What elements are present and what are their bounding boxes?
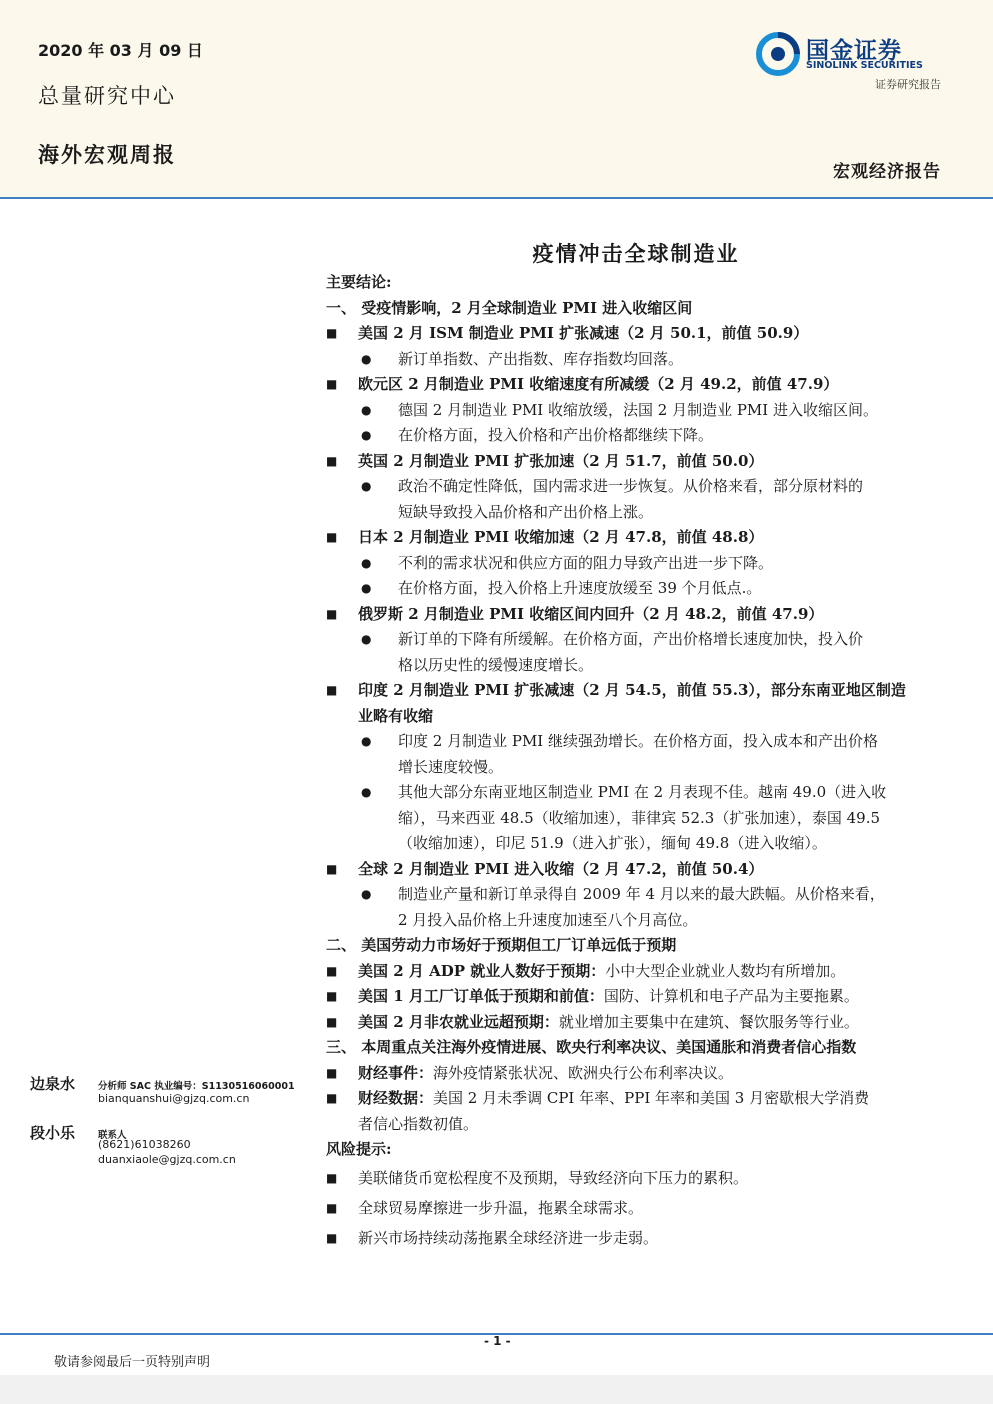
dot-bullet-icon: ●	[361, 555, 372, 570]
author-name: 边泉水	[30, 1075, 76, 1093]
risk-label: 风险提示:	[326, 1140, 392, 1158]
list-item-continuation: （收缩加速），印尼 51.9（进入扩张），缅甸 49.8（进入收缩）。	[398, 834, 827, 852]
list-item-continuation: 者信心指数初值。	[358, 1114, 479, 1133]
list-item-continuation: 缩），马来西亚 48.5（收缩加速），菲律宾 52.3（扩张加速），泰国 49.5	[398, 808, 881, 827]
list-item: ● 印度 2 月制造业 PMI 继续强劲增长。在价格方面，投入成本和产出价格	[326, 729, 948, 755]
logo-emblem-icon	[756, 32, 800, 76]
dot-bullet-icon: ●	[361, 785, 372, 799]
report-date: 2020 年 03 月 09 日	[38, 41, 203, 60]
square-bullet-icon: ■	[326, 326, 338, 340]
list-item: ■ 欧元区 2 月制造业 PMI 收缩速度有所减缓（2 月 49.2，前值 47.9）	[326, 372, 948, 398]
author-title: 联系人	[98, 1130, 127, 1141]
section-2-heading: 二、 美国劳动力市场好于预期但工厂订单远低于预期	[326, 936, 677, 954]
list-item: ■ 印度 2 月制造业 PMI 扩张减速（2 月 54.5，前值 55.3），部分东南亚地区制造	[326, 678, 948, 704]
author-name: 段小乐	[30, 1124, 76, 1142]
disclaimer-note: 敬请参阅最后一页特别声明	[54, 1355, 211, 1370]
list-item: ■ 财经事件：海外疫情紧张状况、欧洲央行公布利率决议。	[326, 1061, 948, 1087]
square-bullet-icon: ■	[326, 963, 338, 978]
report-title: 疫情冲击全球制造业	[532, 241, 740, 266]
square-bullet-icon: ■	[326, 1065, 338, 1080]
square-bullet-icon: ■	[326, 1200, 338, 1215]
list-item: ● 新订单的下降有所缓解。在价格方面，产出价格增长速度加快，投入价	[326, 627, 948, 653]
dot-bullet-icon: ●	[361, 428, 372, 442]
list-item: ■ 财经数据：美国 2 月未季调 CPI 年率、PPI 年率和美国 3 月密歇根大学消费	[326, 1086, 948, 1112]
author-phone: (8621)61038260	[98, 1138, 191, 1151]
section-3-heading: 三、 本周重点关注海外疫情进展、欧央行利率决议、美国通胀和消费者信心指数	[326, 1038, 857, 1056]
dot-bullet-icon: ●	[361, 479, 372, 493]
square-bullet-icon: ■	[326, 1091, 338, 1105]
footer-band	[0, 1375, 993, 1404]
report-type: 宏观经济报告	[833, 162, 941, 182]
dot-bullet-icon: ●	[361, 887, 372, 901]
square-bullet-icon: ■	[326, 1014, 338, 1029]
list-item: ■ 美国 2 月非农就业远超预期：就业增加主要集中在建筑、餐饮服务等行业。	[326, 1010, 948, 1036]
list-item: ■ 美国 2 月 ISM 制造业 PMI 扩张减速（2 月 50.1，前值 50.9）	[326, 321, 948, 347]
list-item-continuation: 业略有收缩	[358, 706, 434, 725]
section-1-heading: 一、 受疫情影响，2 月全球制造业 PMI 进入收缩区间	[326, 298, 693, 317]
square-bullet-icon: ■	[326, 606, 338, 621]
list-item: ■ 英国 2 月制造业 PMI 扩张加速（2 月 51.7，前值 50.0）	[326, 449, 948, 475]
list-item: ■ 美联储货币宽松程度不及预期，导致经济向下压力的累积。	[326, 1163, 948, 1193]
list-item: ● 在价格方面，投入价格和产出价格都继续下降。	[326, 423, 948, 449]
square-bullet-icon: ■	[326, 453, 338, 468]
logo-chinese-name: 国金证券	[806, 38, 902, 64]
square-bullet-icon: ■	[326, 989, 338, 1003]
list-item-continuation: 增长速度较慢。	[398, 757, 504, 776]
list-item-continuation: 格以历史性的缓慢速度增长。	[398, 655, 594, 674]
list-item: ■ 俄罗斯 2 月制造业 PMI 收缩区间内回升（2 月 48.2，前值 47.9）	[326, 602, 948, 628]
list-item: ● 政治不确定性降低，国内需求进一步恢复。从价格来看，部分原材料的	[326, 474, 948, 500]
logo-subtitle: 证券研究报告	[875, 78, 941, 91]
list-item: ● 不利的需求状况和供应方面的阻力导致产出进一步下降。	[326, 551, 948, 577]
page-header	[0, 0, 993, 198]
list-item: ● 其他大部分东南亚地区制造业 PMI 在 2 月表现不佳。越南 49.0（进入收	[326, 780, 948, 806]
square-bullet-icon: ■	[326, 1170, 338, 1185]
dot-bullet-icon: ●	[361, 632, 372, 646]
dot-bullet-icon: ●	[361, 581, 372, 595]
author-title: 分析师 SAC 执业编号：S1130516060001	[98, 1081, 295, 1092]
list-item: ● 德国 2 月制造业 PMI 收缩放缓，法国 2 月制造业 PMI 进入收缩区间。	[326, 398, 948, 424]
dot-bullet-icon: ●	[361, 734, 372, 748]
list-item: ■ 日本 2 月制造业 PMI 收缩加速（2 月 47.8，前值 48.8）	[326, 525, 948, 551]
list-item: ■ 美国 1 月工厂订单低于预期和前值：国防、计算机和电子产品为主要拖累。	[326, 984, 948, 1010]
list-item-continuation: 短缺导致投入品价格和产出价格上涨。	[398, 502, 654, 521]
square-bullet-icon: ■	[326, 530, 338, 544]
list-item: ■ 美国 2 月 ADP 就业人数好于预期：小中大型企业就业人数均有所增加。	[326, 959, 948, 985]
conclusion-label: 主要结论:	[326, 273, 392, 291]
list-item: ● 新订单指数、产出指数、库存指数均回落。	[326, 347, 948, 373]
square-bullet-icon: ■	[326, 861, 338, 876]
list-item: ■ 全球 2 月制造业 PMI 进入收缩（2 月 47.2，前值 50.4）	[326, 857, 948, 883]
square-bullet-icon: ■	[326, 683, 338, 697]
header-divider	[0, 197, 993, 199]
main-conclusions	[326, 270, 948, 1253]
square-bullet-icon: ■	[326, 1230, 338, 1245]
square-bullet-icon: ■	[326, 377, 338, 391]
list-item: ■ 新兴市场持续动荡拖累全球经济进一步走弱。	[326, 1223, 948, 1253]
author-email[interactable]: bianquanshui@gjzq.com.cn	[98, 1092, 250, 1105]
dot-bullet-icon: ●	[361, 402, 372, 417]
department-name: 总量研究中心	[38, 84, 176, 108]
list-item: ● 制造业产量和新订单录得自 2009 年 4 月以来的最大跌幅。从价格来看，	[326, 882, 948, 908]
list-item-continuation: 2 月投入品价格上升速度加速至八个月高位。	[398, 910, 698, 929]
report-series: 海外宏观周报	[38, 142, 176, 167]
author-email[interactable]: duanxiaole@gjzq.com.cn	[98, 1153, 236, 1166]
logo-english-name: SINOLINK SECURITIES	[806, 60, 923, 71]
page-number: - 1 -	[484, 1334, 511, 1348]
dot-bullet-icon: ●	[361, 351, 372, 366]
list-item: ● 在价格方面，投入价格上升速度放缓至 39 个月低点.。	[326, 576, 948, 602]
list-item: ■ 全球贸易摩擦进一步升温，拖累全球需求。	[326, 1193, 948, 1223]
